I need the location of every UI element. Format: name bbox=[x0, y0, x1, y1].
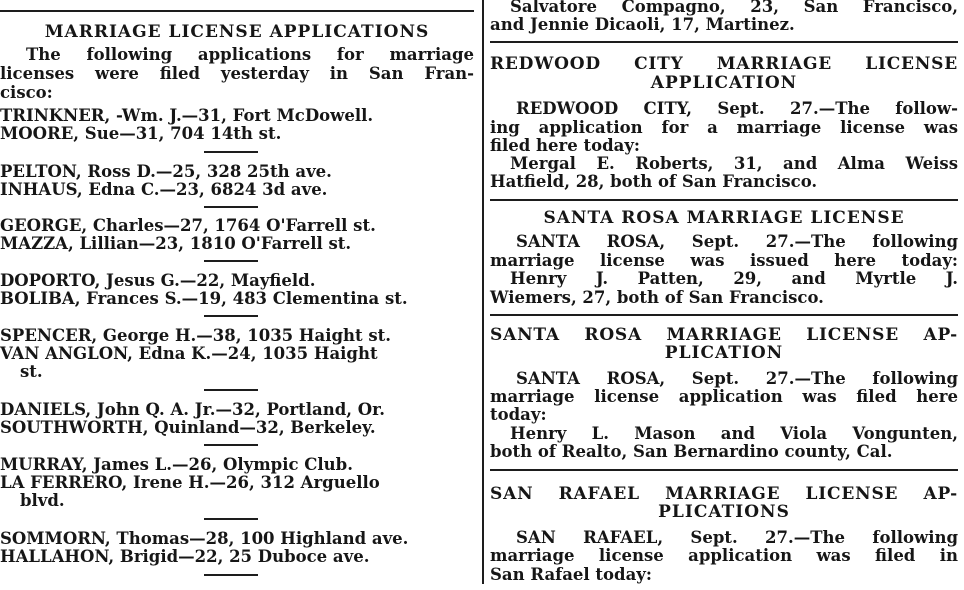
section-rule bbox=[490, 199, 958, 201]
column-rule bbox=[482, 0, 484, 584]
section-heading: SANTA ROSA MARRIAGE LICENSE AP- bbox=[490, 325, 958, 345]
listing-line: TRINKNER, -Wm. J.—31, Fort McDowell. bbox=[0, 106, 374, 125]
body-line: both of Realto, San Bernardino county, Cal. bbox=[490, 442, 893, 461]
separator bbox=[204, 151, 258, 153]
body-line: today: bbox=[490, 405, 547, 424]
section-rule bbox=[490, 469, 958, 471]
body-line: filed here today: bbox=[490, 136, 641, 155]
section-heading: PLICATIONS bbox=[658, 502, 790, 522]
listing-line: DOPORTO, Jesus G.—22, Mayfield. bbox=[0, 271, 316, 290]
section-heading: PLICATION bbox=[664, 343, 784, 363]
separator bbox=[204, 518, 258, 520]
body-line: marriage license application was filed here bbox=[490, 387, 958, 406]
body-line: marriage license application was filed in bbox=[490, 546, 958, 565]
body-line: Wiemers, 27, both of San Francisco. bbox=[490, 288, 824, 307]
intro-line: cisco: bbox=[0, 83, 53, 102]
body-line: SANTA ROSA, Sept. 27.—The following bbox=[516, 232, 958, 251]
listing-line: DANIELS, John Q. A. Jr.—32, Portland, Or. bbox=[0, 400, 386, 419]
top-rule bbox=[0, 10, 474, 12]
intro-line: The following applications for marriage bbox=[26, 45, 474, 64]
body-line: Mergal E. Roberts, 31, and Alma Weiss bbox=[510, 154, 958, 173]
separator bbox=[204, 206, 258, 208]
body-line: marriage license was issued here today: bbox=[490, 251, 958, 270]
body-line: Hatfield, 28, both of San Francisco. bbox=[490, 172, 818, 191]
listing-line: PELTON, Ross D.—25, 328 25th ave. bbox=[0, 162, 332, 181]
body-line: San Rafael today: bbox=[490, 565, 652, 584]
right-column bbox=[490, 0, 958, 590]
separator bbox=[204, 315, 258, 317]
listing-line: MURRAY, James L.—26, Olympic Club. bbox=[0, 455, 353, 474]
listing-line: st. bbox=[20, 362, 43, 381]
listing-line: MOORE, Sue—31, 704 14th st. bbox=[0, 124, 282, 143]
section-heading: MARRIAGE LICENSE APPLICATIONS bbox=[44, 22, 430, 42]
listing-line: BOLIBA, Frances S.—19, 483 Clementina st. bbox=[0, 289, 408, 308]
separator bbox=[204, 444, 258, 446]
section-heading: REDWOOD CITY MARRIAGE LICENSE bbox=[490, 54, 958, 74]
body-line: SANTA ROSA, Sept. 27.—The following bbox=[516, 369, 958, 388]
listing-line: HALLAHON, Brigid—22, 25 Duboce ave. bbox=[0, 547, 370, 566]
separator bbox=[204, 389, 258, 391]
separator bbox=[204, 260, 258, 262]
carryover-line: Salvatore Compagno, 23, San Francisco, bbox=[510, 0, 958, 16]
listing-line: SPENCER, George H.—38, 1035 Haight st. bbox=[0, 326, 392, 345]
listing-line: VAN ANGLON, Edna K.—24, 1035 Haight bbox=[0, 344, 378, 363]
listing-line: GEORGE, Charles—27, 1764 O'Farrell st. bbox=[0, 216, 376, 235]
listing-line: SOMMORN, Thomas—28, 100 Highland ave. bbox=[0, 529, 409, 548]
intro-line: licenses were filed yesterday in San Fran- bbox=[0, 64, 474, 83]
body-line: Henry J. Patten, 29, and Myrtle J. bbox=[510, 269, 958, 288]
listing-line: MAZZA, Lillian—23, 1810 O'Farrell st. bbox=[0, 234, 352, 253]
left-column bbox=[0, 0, 474, 590]
listing-line: blvd. bbox=[20, 491, 65, 510]
listing-line: INHAUS, Edna C.—23, 6824 3d ave. bbox=[0, 180, 328, 199]
listing-line: LA FERRERO, Irene H.—26, 312 Arguello bbox=[0, 473, 380, 492]
section-heading: SAN RAFAEL MARRIAGE LICENSE AP- bbox=[490, 484, 958, 504]
body-line: Henry L. Mason and Viola Vongunten, bbox=[510, 424, 958, 443]
body-line: REDWOOD CITY, Sept. 27.—The follow- bbox=[516, 99, 958, 118]
carryover-line: and Jennie Dicaoli, 17, Martinez. bbox=[490, 15, 795, 34]
section-heading: SANTA ROSA MARRIAGE LICENSE bbox=[543, 208, 905, 228]
section-rule bbox=[490, 314, 958, 316]
listing-line: SOUTHWORTH, Quinland—32, Berkeley. bbox=[0, 418, 376, 437]
body-line: SAN RAFAEL, Sept. 27.—The following bbox=[516, 528, 958, 547]
section-heading: APPLICATION bbox=[650, 73, 798, 93]
section-rule bbox=[490, 41, 958, 43]
separator bbox=[204, 574, 258, 576]
body-line: ing application for a marriage license was bbox=[490, 118, 958, 137]
